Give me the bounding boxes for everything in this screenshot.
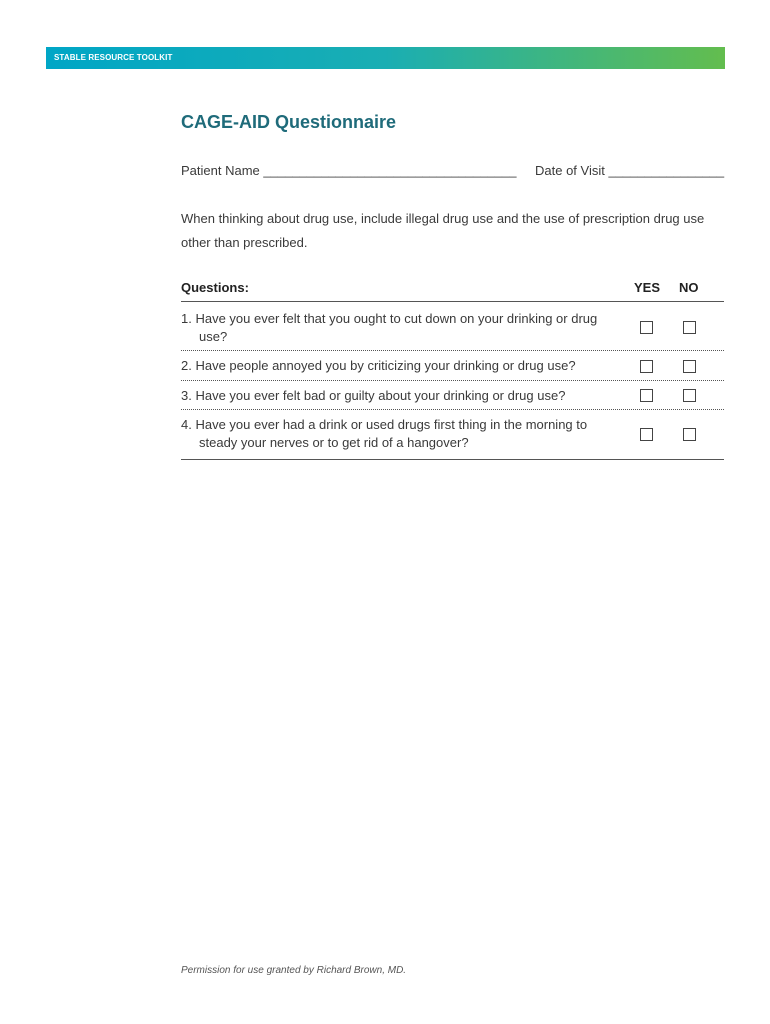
no-header: NO (679, 280, 699, 295)
question-3-yes-checkbox[interactable] (640, 389, 653, 402)
question-text-2: 2. Have people annoyed you by criticizing your drinking or drug use? (181, 358, 576, 373)
question-row-2 (181, 351, 724, 381)
question-4-yes-checkbox[interactable] (640, 428, 653, 441)
question-text-4: 4. Have you ever had a drink or used drugs first thing in the morning to steady your nerves or to get rid of a hangover? (181, 417, 588, 450)
question-row-3 (181, 381, 724, 410)
question-row-1 (181, 308, 724, 351)
question-row-4 (181, 410, 724, 460)
date-of-visit-field[interactable]: Date of Visit ________________ (535, 163, 725, 178)
question-2-no-checkbox[interactable] (683, 360, 696, 373)
intro-text: When thinking about drug use, include illegal drug use and the use of prescription drug use other than prescribed. (181, 211, 705, 250)
question-3-no-checkbox[interactable] (683, 389, 696, 402)
question-text-1: 1. Have you ever felt that you ought to cut down on your drinking or drug use? (181, 311, 598, 344)
questions-header: Questions: (181, 280, 249, 295)
questions-header-row (181, 279, 724, 302)
question-2-yes-checkbox[interactable] (640, 360, 653, 373)
toolkit-banner (46, 47, 725, 69)
question-4-no-checkbox[interactable] (683, 428, 696, 441)
question-1-no-checkbox[interactable] (683, 321, 696, 334)
permission-note: Permission for use granted by Richard Brown, MD. (181, 965, 407, 976)
question-1-yes-checkbox[interactable] (640, 321, 653, 334)
banner-label: STABLE RESOURCE TOOLKIT (54, 53, 173, 62)
question-text-3: 3. Have you ever felt bad or guilty about your drinking or drug use? (181, 388, 566, 403)
yes-header: YES (634, 280, 661, 295)
patient-name-field[interactable]: Patient Name ___________________________________ (181, 163, 517, 178)
page-title: CAGE-AID Questionnaire (181, 112, 397, 132)
